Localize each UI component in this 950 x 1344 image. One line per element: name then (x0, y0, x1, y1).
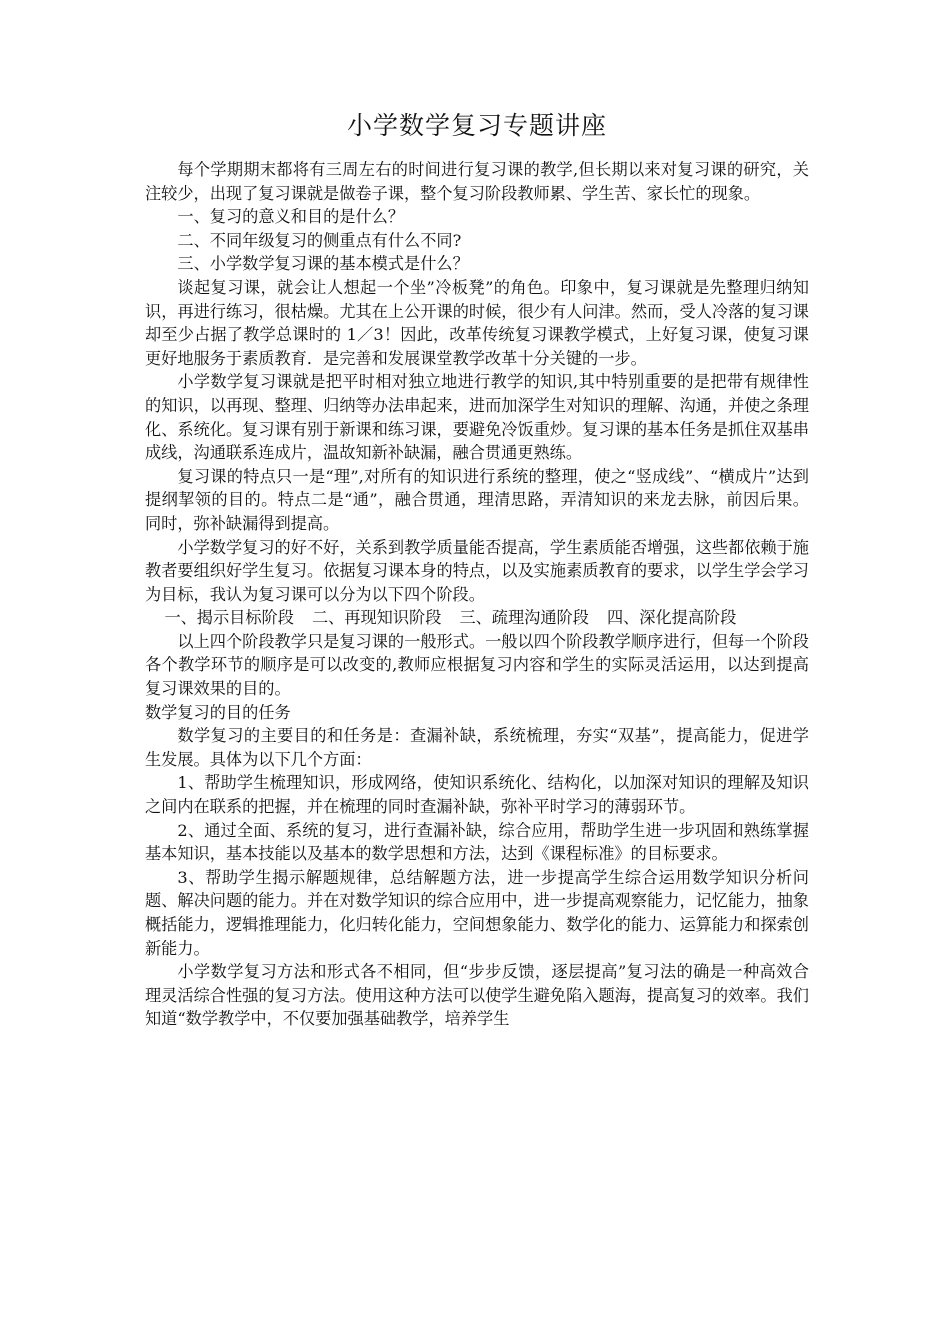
section-paragraph: 2、通过全面、系统的复习，进行查漏补缺，综合应用，帮助学生进一步巩固和熟练掌握基本知识，基本技能以及基本的数学思想和方法，达到《课程标准》的目标要求。 (145, 820, 809, 864)
stage-item: 一、揭示目标阶段 (164, 608, 294, 628)
question-1: 一、复习的意义和目的是什么？ (177, 207, 405, 227)
section-paragraph: 小学数学复习方法和形式各不相同，但“步步反馈，逐层提高”复习法的确是一种高效合理灵活综合性强的复习方法。使用这种方法可以使学生避免陷入题海，提高复习的效率。我们知道“数学教学中，不仅要加强基础教学，培养学生 (145, 962, 809, 1029)
stage-item: 二、再现知识阶段 (311, 608, 442, 628)
intro-paragraph: 每个学期期末都将有三周左右的时间进行复习课的教学,但长期以来对复习课的研究，关注较少，出现了复习课就是做卷子课，整个复习阶段教师累、学生苦、家长忙的现象。 (145, 160, 809, 203)
body-paragraph: 复习课的特点只一是“理”,对所有的知识进行系统的整理，使之“竖成线”、“横成片”达到提纲挈领的目的。特点二是“通”，融合贯通，理清思路，弄清知识的来龙去脉，前因后果。同时，弥补缺漏得到提高。 (145, 466, 809, 533)
document-title: 小学数学复习专题讲座 (346, 111, 607, 140)
section-heading: 数学复习的目的任务 (145, 702, 291, 722)
section-paragraph: 数学复习的主要目的和任务是：查漏补缺，系统梳理，夯实“双基”，提高能力，促进学生发展。具体为以下几个方面： (145, 726, 809, 769)
body-paragraph: 谈起复习课，就会让人想起一个坐”冷板凳”的角色。印象中，复习课就是先整理归纳知识，再进行练习，很枯燥。尤其在上公开课的时候，很少有人问津。然而，受人冷落的复习课却至少占据了教学总课时的 1／3！因此，改革传统复习课教学模式，上好复习课，使复习课更好地服务于素质教育．是完善和发展课堂教学改革十分关键的一步。 (145, 277, 809, 368)
document-page (145, 108, 809, 1031)
stage-item: 三、疏理沟通阶段 (459, 608, 589, 628)
stage-item: 四、深化提高阶段 (606, 608, 737, 628)
stages-list (145, 606, 809, 630)
body-paragraph: 以上四个阶段教学只是复习课的一般形式。一般以四个阶段教学顺序进行，但每一个阶段各个教学环节的顺序是可以改变的,教师应根据复习内容和学生的实际灵活运用，以达到提高复习课效果的目的。 (145, 631, 809, 699)
body-paragraph: 小学数学复习课就是把平时相对独立地进行教学的知识,其中特别重要的是把带有规律性的知识，以再现、整理、归纳等办法串起来，进而加深学生对知识的理解、沟通，并使之条理化、系统化。复习课有别于新课和练习课，要避免冷饭重炒。复习课的基本任务是抓住双基串成线，沟通联系连成片，温故知新补缺漏，融合贯通更熟练。 (145, 372, 809, 463)
section-paragraph: 1、帮助学生梳理知识，形成网络，使知识系统化、结构化，以加深对知识的理解及知识之间内在联系的把握，并在梳理的同时查漏补缺，弥补平时学习的薄弱环节。 (145, 773, 809, 817)
question-3: 三、小学数学复习课的基本模式是什么？ (177, 254, 469, 274)
section-paragraph: 3、帮助学生揭示解题规律，总结解题方法，进一步提高学生综合运用数学知识分析问题、解决问题的能力。并在对数学知识的综合应用中，进一步提高观察能力，记忆能力，抽象概括能力，逻辑推理能力，化归转化能力，空间想象能力、数学化的能力、运算能力和探索创新能力。 (145, 867, 809, 958)
question-2: 二、不同年级复习的侧重点有什么不同? (177, 230, 462, 250)
body-paragraph: 小学数学复习的好不好，关系到教学质量能否提高，学生素质能否增强，这些都依赖于施教者要组织好学生复习。依据复习课本身的特点，以及实施素质教育的要求，以学生学会学习为目标，我认为复习课可以分为以下四个阶段。 (145, 537, 809, 604)
